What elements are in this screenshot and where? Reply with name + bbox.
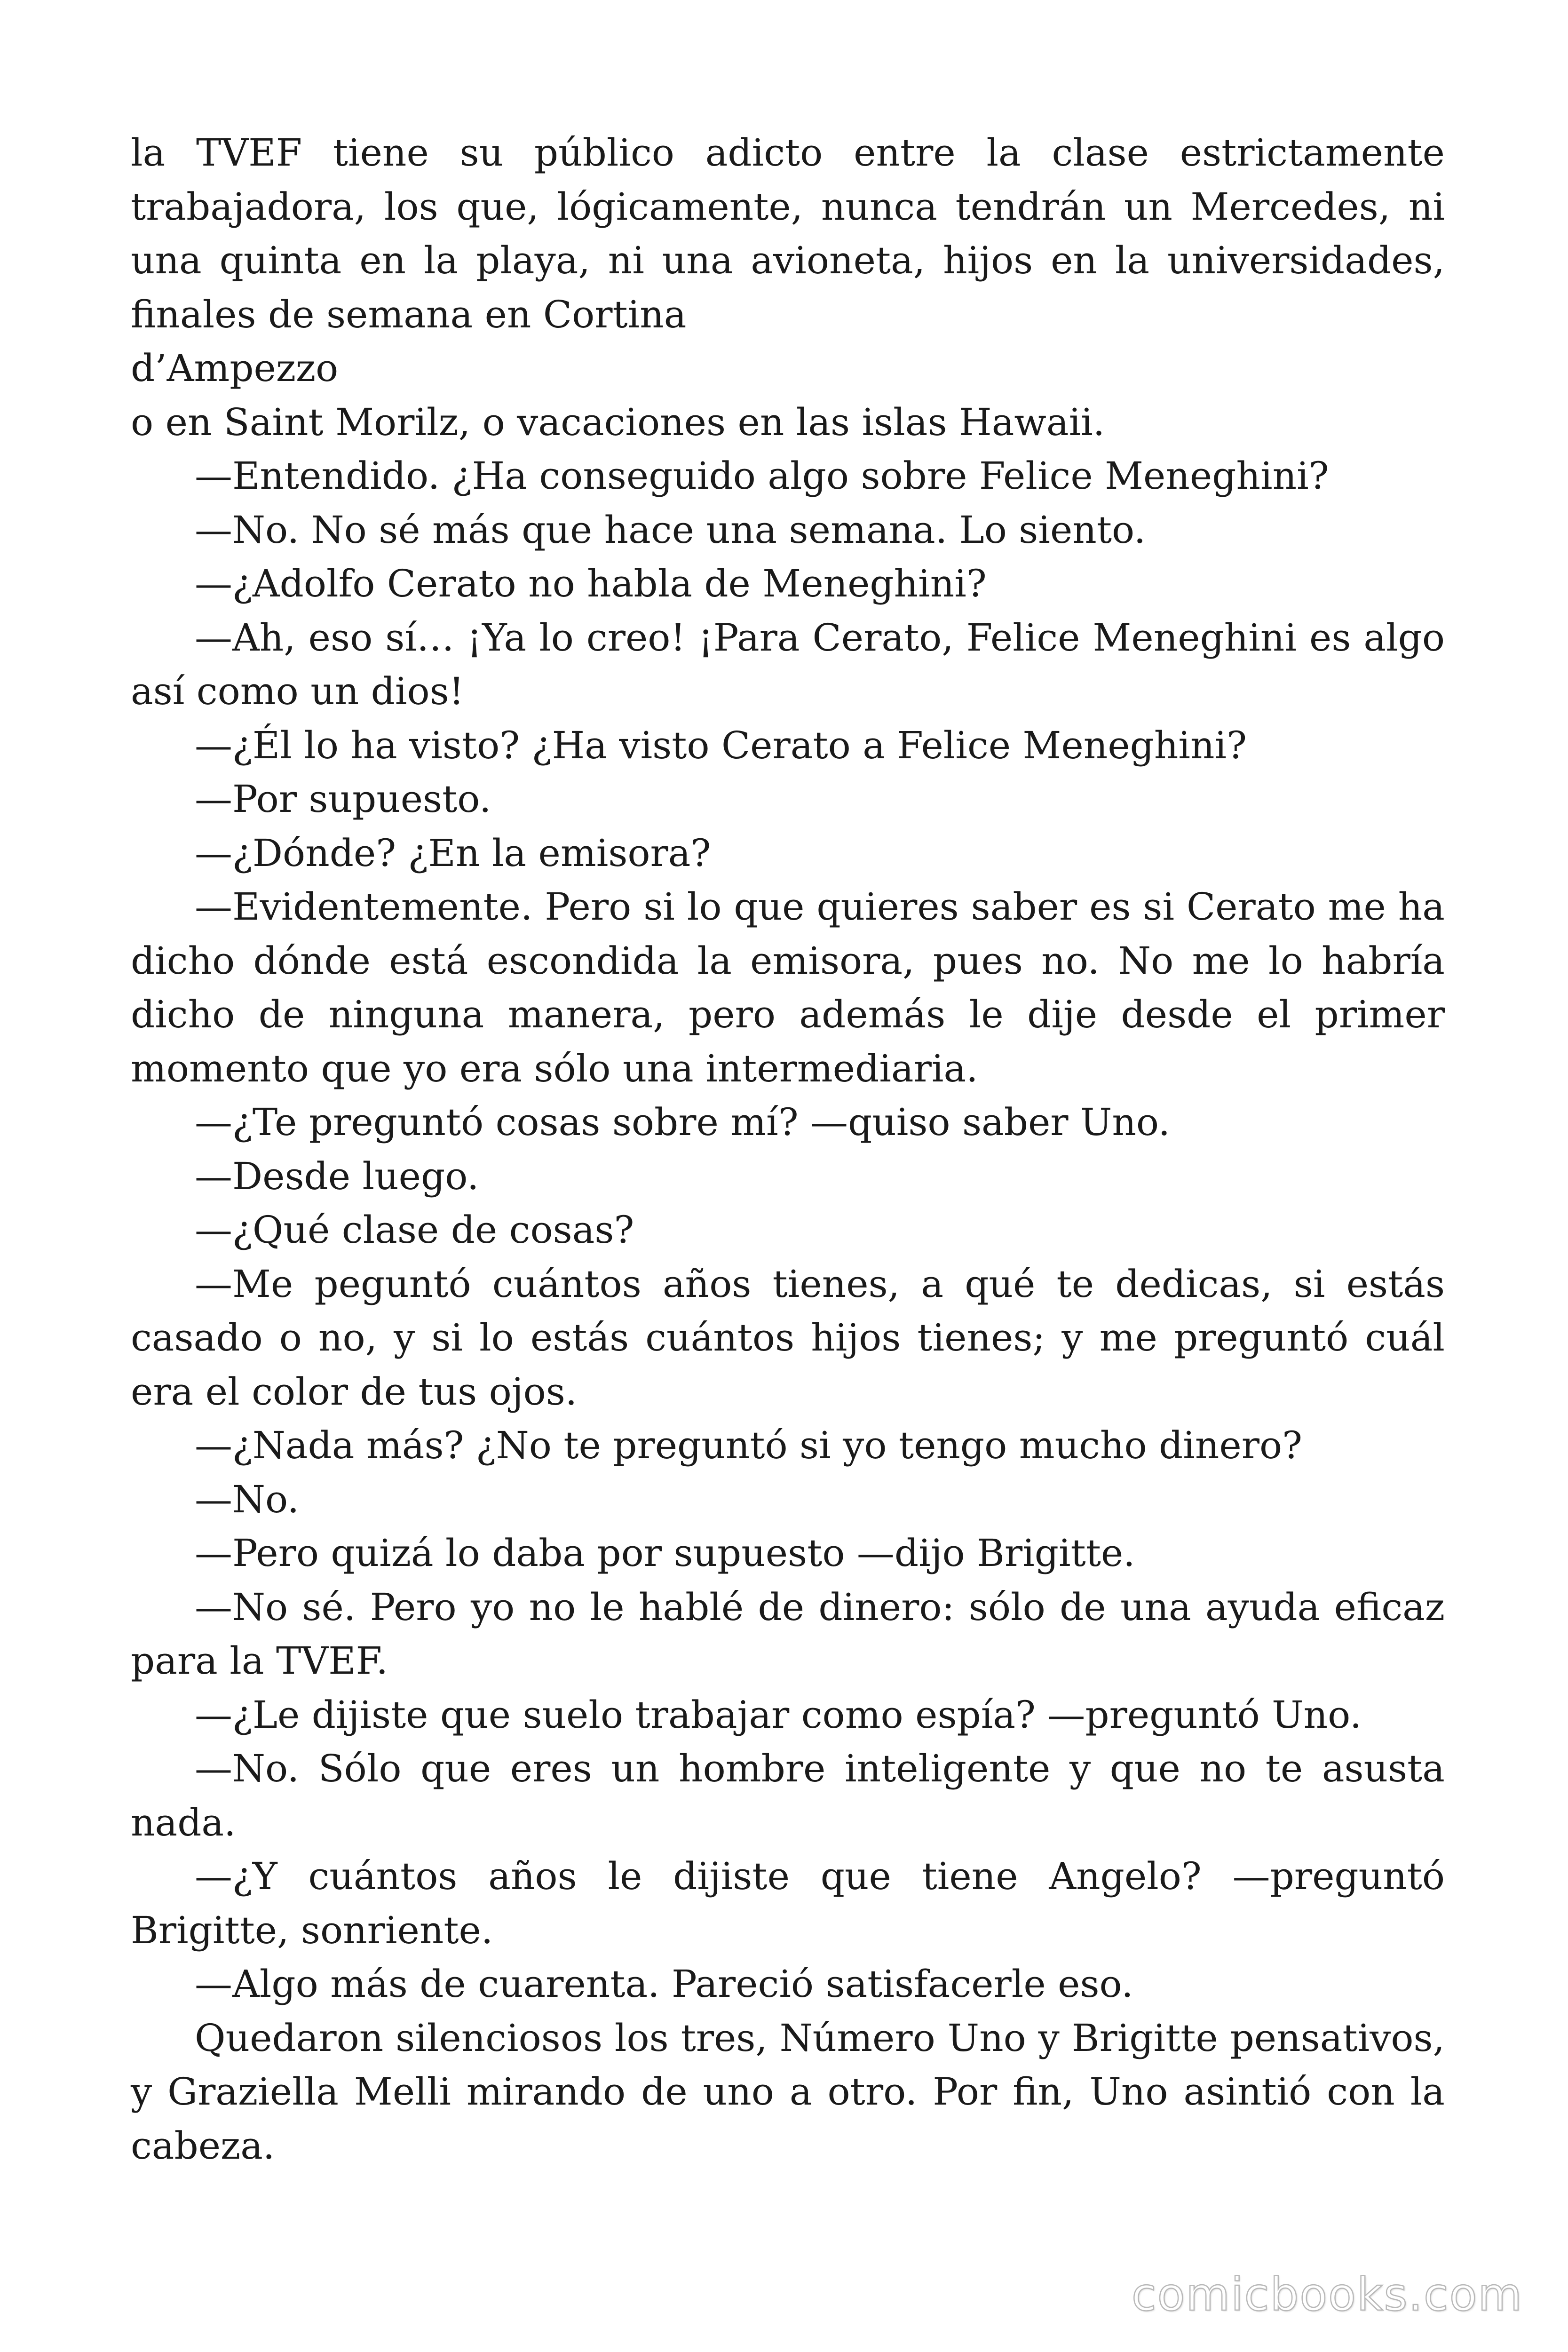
paragraph: —No. Sólo que eres un hombre inteligente y que no te asusta nada. [131, 1747, 1445, 1844]
paragraph: —Desde luego. [195, 1154, 479, 1198]
paragraph: —Por supuesto. [195, 777, 491, 821]
paragraph: —¿Él lo ha visto? ¿Ha visto Cerato a Felice Meneghini? [195, 723, 1247, 767]
watermark: comicbooks.com [1131, 2268, 1523, 2321]
paragraph: d’Ampezzo [131, 346, 339, 390]
paragraph: —¿Qué clase de cosas? [195, 1208, 634, 1252]
paragraph: —¿Y cuántos años le dijiste que tiene Angelo? —preguntó Brigitte, sonriente. [131, 1854, 1445, 1952]
paragraph: —¿Nada más? ¿No te preguntó si yo tengo mucho dinero? [195, 1423, 1302, 1467]
paragraph: —¿Le dijiste que suelo trabajar como espía? —preguntó Uno. [195, 1692, 1362, 1737]
paragraph: —¿Te preguntó cosas sobre mí? —quiso saber Uno. [195, 1100, 1171, 1144]
paragraph: —¿Dónde? ¿En la emisora? [195, 831, 711, 875]
paragraph: —Me peguntó cuántos años tienes, a qué te dedicas, si estás casado o no, y si lo estás cuántos hijos tienes; y me preguntó cuál era el color de tus ojos. [131, 1262, 1445, 1414]
paragraph: —No. [195, 1477, 300, 1521]
paragraph: —No. No sé más que hace una semana. Lo siento. [195, 508, 1146, 552]
paragraph: —No sé. Pero yo no le hablé de dinero: sólo de una ayuda eficaz para la TVEF. [131, 1585, 1445, 1683]
paragraph: —Algo más de cuarenta. Pareció satisfacerle eso. [195, 1962, 1133, 2006]
paragraph: —Entendido. ¿Ha conseguido algo sobre Felice Meneghini? [195, 454, 1329, 498]
body-text [131, 126, 1445, 2173]
paragraph: —¿Adolfo Cerato no habla de Meneghini? [195, 562, 987, 605]
paragraph: la TVEF tiene su público adicto entre la clase estrictamente trabajadora, los que, lógicamente, nunca tendrán un Mercedes, ni una quinta en la playa, ni una avioneta, hijos en la universidades, finales de semana en Cortina [131, 131, 1445, 336]
paragraph: Quedaron silenciosos los tres, Número Uno y Brigitte pensativos, y Graziella Melli mirando de uno a otro. Por fin, Uno asintió con la cabeza. [131, 2016, 1445, 2168]
paragraph: —Pero quizá lo daba por supuesto —dijo Brigitte. [195, 1531, 1135, 1575]
paragraph: o en Saint Morilz, o vacaciones en las islas Hawaii. [131, 400, 1105, 444]
paragraph: —Ah, eso sí… ¡Ya lo creo! ¡Para Cerato, Felice Meneghini es algo así como un dios! [131, 615, 1445, 713]
paragraph: —Evidentemente. Pero si lo que quieres saber es si Cerato me ha dicho dónde está escondida la emisora, pues no. No me lo habría dicho de ninguna manera, pero además le dije desde el primer momento que yo era sólo una intermediaria. [131, 885, 1445, 1090]
